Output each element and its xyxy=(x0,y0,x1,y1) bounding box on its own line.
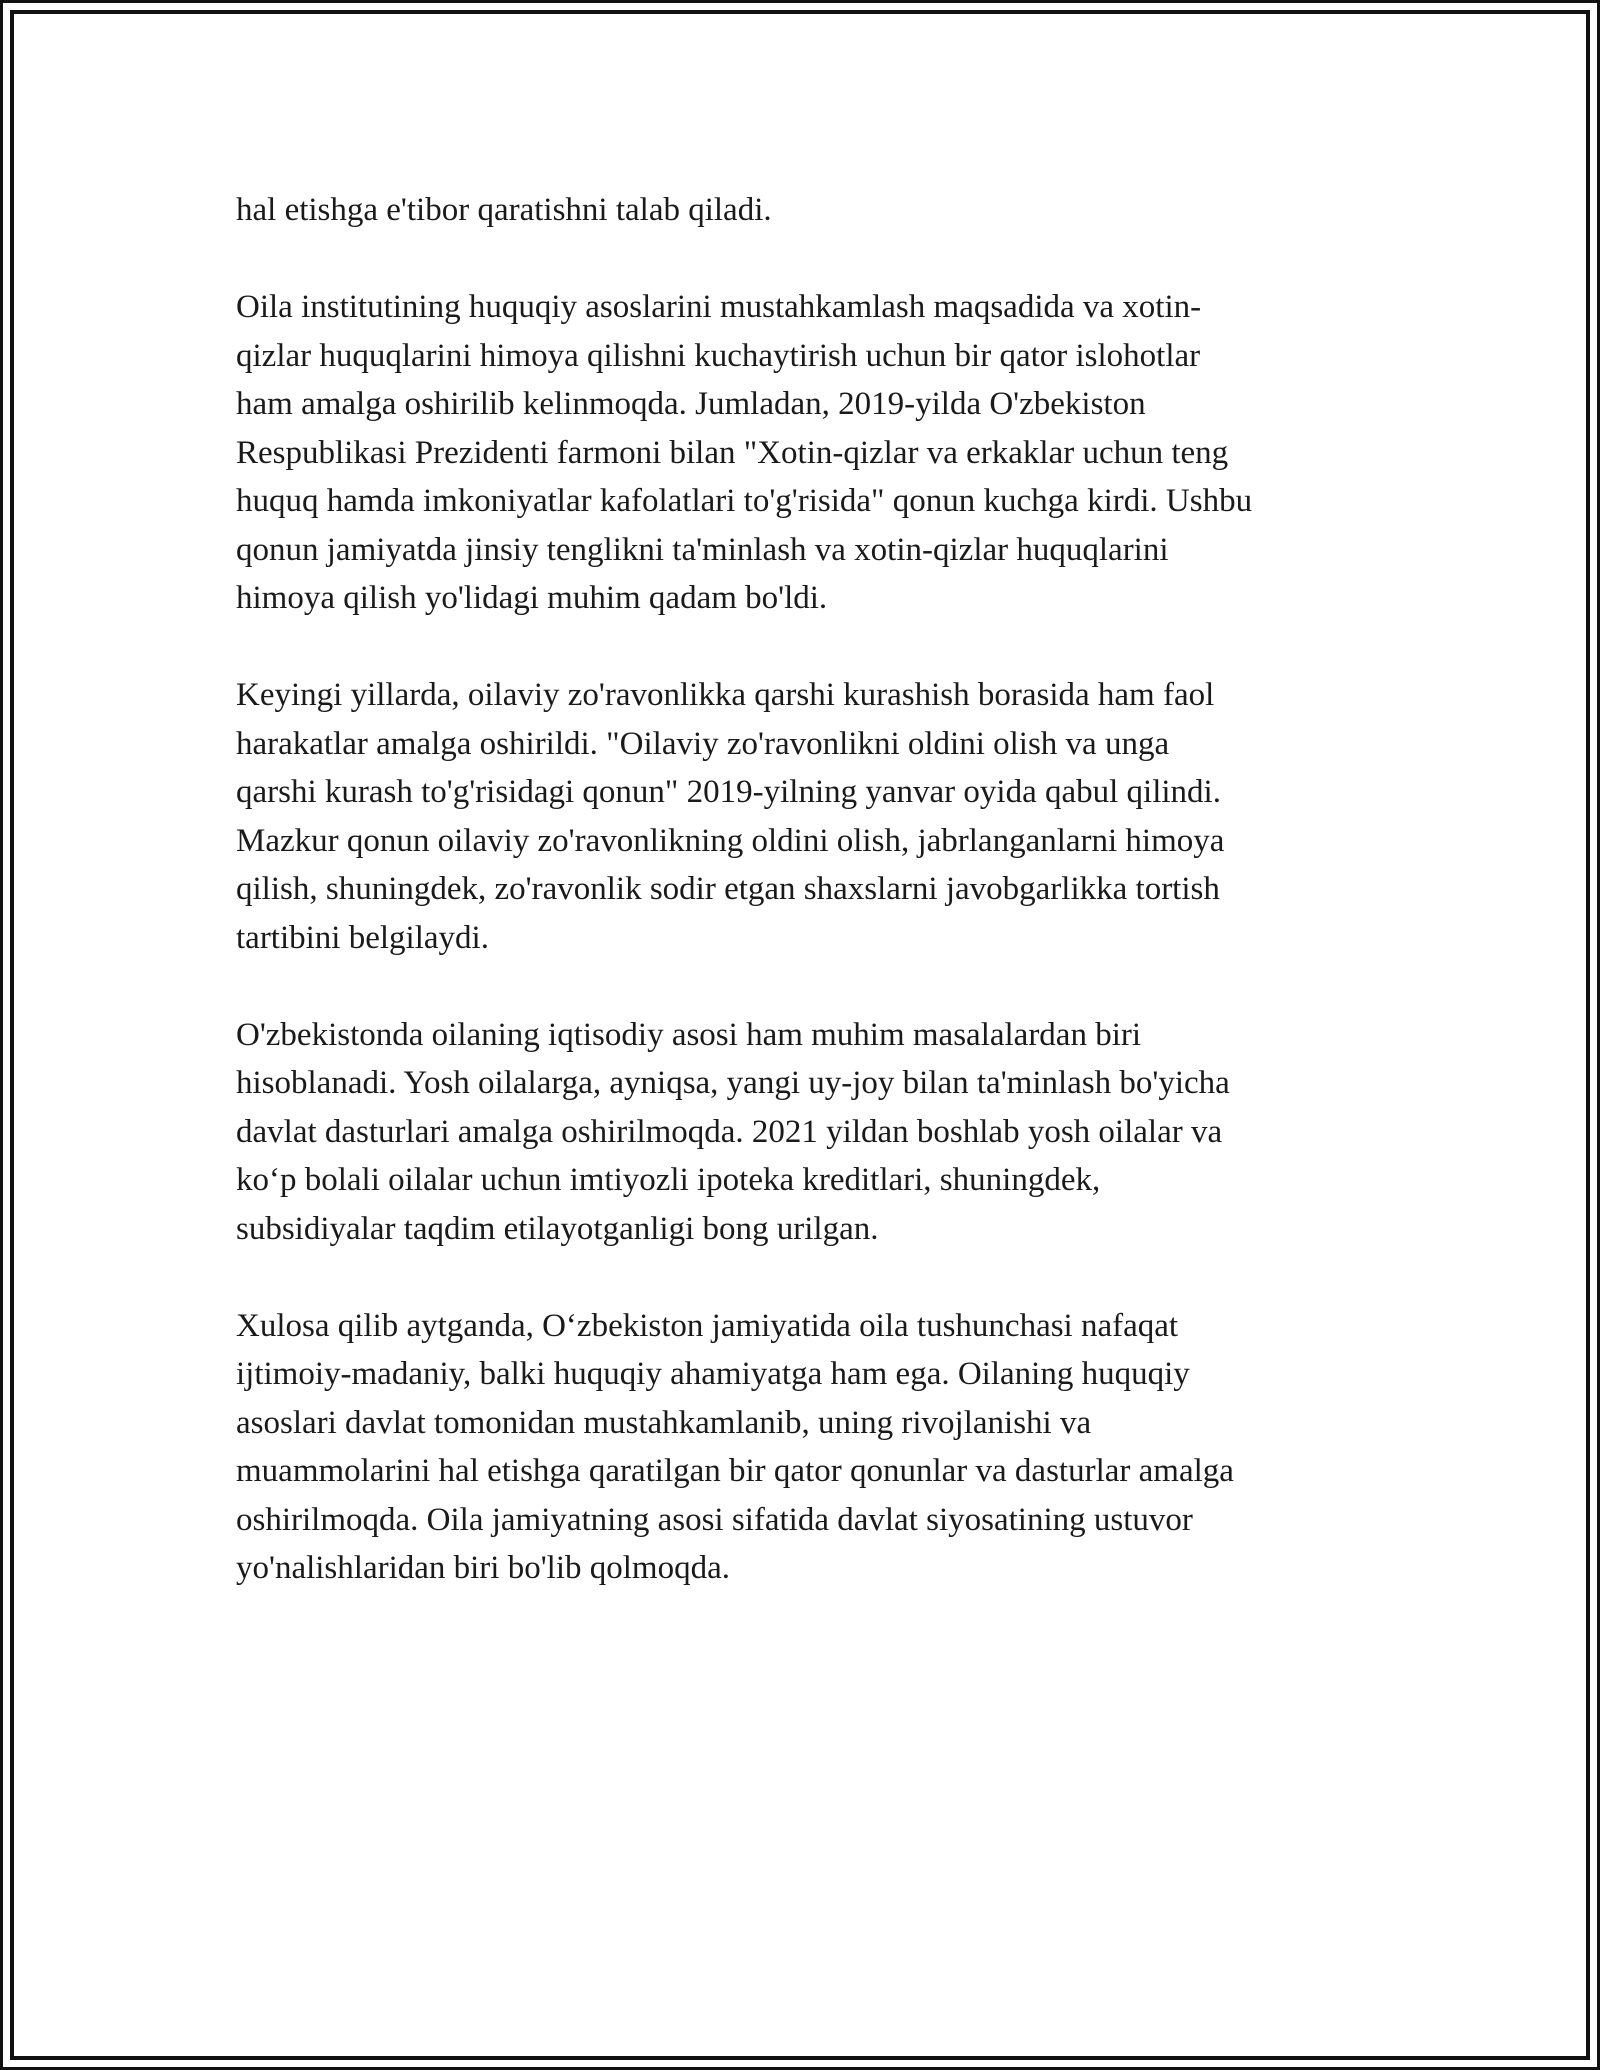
paragraph-4 xyxy=(236,1011,1386,1254)
text-line: yo'nalishlaridan biri bo'lib qolmoqda. xyxy=(236,1550,730,1586)
text-line: himoya qilish yo'lidagi muhim qadam bo'ldi. xyxy=(236,580,828,616)
paragraph-5 xyxy=(236,1302,1386,1593)
text-line: harakatlar amalga oshirildi. "Oilaviy zo'ravonlikni oldini olish va unga xyxy=(236,725,1170,762)
text-line: tartibini belgilaydi. xyxy=(236,919,489,956)
text-line: Respublikasi Prezidenti farmoni bilan "Xotin-qizlar va erkaklar uchun teng xyxy=(236,434,1229,471)
text-line: qarshi kurash to'g'risidagi qonun" 2019-yilning yanvar oyida qabul qilindi. xyxy=(236,774,1221,810)
document-body xyxy=(236,186,1386,1641)
text-line: davlat dasturlari amalga oshirilmoqda. 2021 yildan boshlab yosh oilalar va xyxy=(236,1113,1223,1150)
text-line: Mazkur qonun oilaviy zo'ravonlikning oldini olish, jabrlanganlarni himoya xyxy=(236,822,1225,859)
text-line: Oila institutining huquqiy asoslarini mustahkamlash maqsadida va xotin- xyxy=(236,289,1202,325)
text-line: muammolarini hal etishga qaratilgan bir qator qonunlar va dasturlar amalga xyxy=(236,1453,1234,1489)
text-line: hisoblanadi. Yosh oilalarga, ayniqsa, yangi uy-joy bilan ta'minlash bo'yicha xyxy=(236,1065,1230,1101)
paragraph-1 xyxy=(236,186,1386,235)
text-line: hal etishga e'tibor qaratishni talab qiladi. xyxy=(236,192,772,228)
text-line: ijtimoiy-madaniy, balki huquqiy ahamiyatga ham ega. Oilaning huquqiy xyxy=(236,1356,1190,1392)
text-line: oshirilmoqda. Oila jamiyatning asosi sifatida davlat siyosatining ustuvor xyxy=(236,1501,1193,1538)
text-line: ko‘p bolali oilalar uchun imtiyozli ipoteka kreditlari, shuningdek, xyxy=(236,1162,1101,1198)
text-line: huquq hamda imkoniyatlar kafolatlari to'g'risida" qonun kuchga kirdi. Ushbu xyxy=(236,483,1253,519)
text-line: subsidiyalar taqdim etilayotganligi bong urilgan. xyxy=(236,1210,879,1247)
text-line: qizlar huquqlarini himoya qilishni kuchaytirish uchun bir qator islohotlar xyxy=(236,337,1201,374)
paragraph-3 xyxy=(236,671,1386,962)
text-line: qonun jamiyatda jinsiy tenglikni ta'minlash va xotin-qizlar huquqlarini xyxy=(236,531,1169,568)
text-line: ham amalga oshirilib kelinmoqda. Jumladan, 2019-yilda O'zbekiston xyxy=(236,386,1146,422)
text-line: Xulosa qilib aytganda, O‘zbekiston jamiyatida oila tushunchasi nafaqat xyxy=(236,1307,1179,1344)
text-line: O'zbekistonda oilaning iqtisodiy asosi ham muhim masalalardan biri xyxy=(236,1016,1142,1053)
paragraph-2 xyxy=(236,283,1386,623)
text-line: qilish, shuningdek, zo'ravonlik sodir etgan shaxslarni javobgarlikka tortish xyxy=(236,871,1220,907)
text-line: asoslari davlat tomonidan mustahkamlanib, uning rivojlanishi va xyxy=(236,1404,1092,1441)
text-line: Keyingi yillarda, oilaviy zo'ravonlikka qarshi kurashish borasida ham faol xyxy=(236,677,1215,713)
